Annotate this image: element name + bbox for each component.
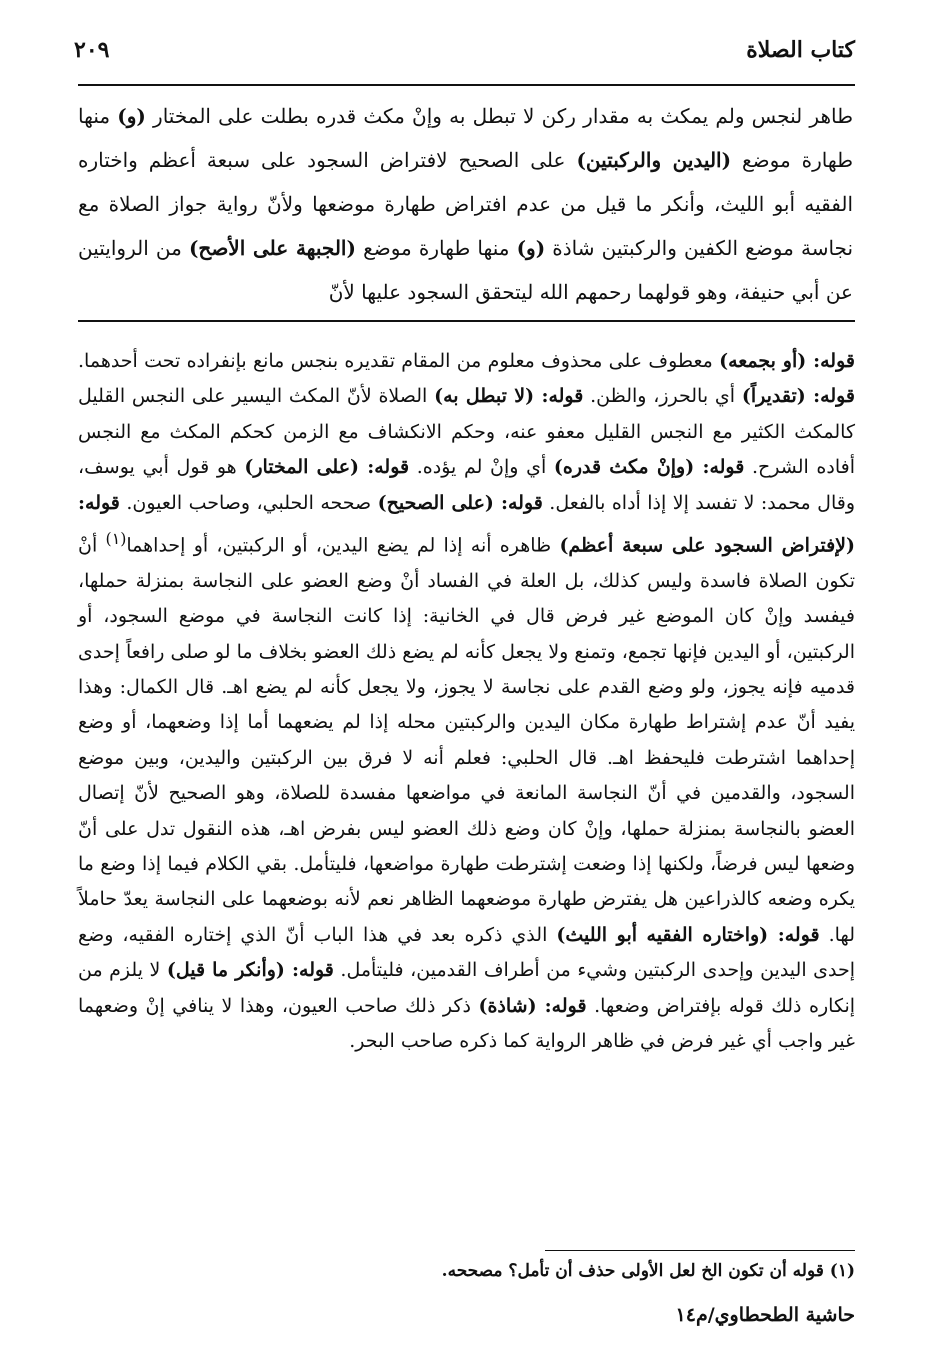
commentary-segment: قوله: (لا تبطل به) <box>434 385 584 408</box>
header-divider <box>78 84 855 86</box>
footnote-reference: (١) <box>105 529 127 549</box>
main-text-divider <box>78 320 855 322</box>
commentary-segment: أي بالحرز، والظن. <box>583 385 742 408</box>
commentary-segment: معطوف على محذوف معلوم من المقام تقديره بنجس مانع بإنفراده تحت أحدهما. <box>78 350 720 372</box>
main-text-segment: (و) <box>516 236 546 260</box>
commentary-segment: قوله: <box>806 350 855 372</box>
main-text <box>78 94 853 314</box>
commentary-segment: قوله: (لإفتراض السجود على سبعة أعظم) <box>78 491 856 557</box>
commentary-segment: (أو بجمعه) <box>719 350 807 372</box>
commentary-paragraph <box>78 344 855 1059</box>
main-text-segment: من الروايتين عن أبي حنيفة، وهو قولهما رحمهم الله ليتحقق السجود عليها لأنّ <box>78 236 853 304</box>
commentary-segment: أنْ تكون الصلاة فاسدة وليس كذلك، بل العلة في الفساد أنْ وضع العضو على النجاسة بمنزلة حملها، فيفسد وإنْ كان الموضع غير فرض قال في الخانية: إذا كانت النجاسة في موضع السجود، أو الركبتين، أو اليدين فإنها تجمع، وتمنع ولا يجعل كأنه لم يضع ذلك العضو بخلاف ما لو صلى رافعاً إحدى قدميه فإنه يجوز، ولو وضع القدم على نجاسة لا يجوز، ولا يجعل كأنه لم يضع اهـ. قال الكمال: وهذا يفيد أنّ عدم إشتراط طهارة مكان اليدين والركبتين محله إذا لم يضعهما أما إذا وضعهما، أو وضع إحداهما اشترطت فليحفظ اهـ. قال الحلبي: فعلم أنه لا فرق بين الركبتين واليدين، وبين موضع السجود، والقدمين في أنّ النجاسة المانعة في مواضعها مفسدة للصلاة، وهو الصحيح لأنّ إتصال العضو بالنجاسة بمنزلة حملها، وإنْ كان وضع ذلك العضو ليس بفرض اهـ، هذه النقول تدل على أنّ وضعها ليس فرضاً، ولكنها إذا وضعت إشترطت طهارة مواضعها، فليتأمل. بقي الكلام فيما إذا وضع ما يكره وضعه كالذراعين هل يفترض طهارة موضعهما الظاهر نعم لأنه بوضعهما على النجاسة يعدّ حاملاً لها. <box>78 534 855 946</box>
footnote: (١) قوله أن تكون الخ لعل الأولى حذف أن تأمل؟ مصححه. <box>441 1261 855 1281</box>
commentary-segment: قوله: (على الصحيح) <box>377 491 543 514</box>
commentary-segment: قوله: (وأنكر ما قيل) <box>166 959 334 982</box>
commentary-segment: لا يلزم من إنكاره ذلك قوله بإفتراض وضعها. <box>78 959 856 1017</box>
footnote-divider <box>545 1250 855 1251</box>
chapter-title: كتاب الصلاة <box>746 37 855 63</box>
main-text-segment: على الصحيح لافتراض السجود على سبعة أعظم واختاره الفقيه أبو الليث، وأنكر ما قيل من عدم افتراض طهارة موضعها ولأنّ رواية جواز الصلاة مع نجاسة موضع الكفين والركبتين شاذة <box>78 148 854 260</box>
page-header <box>74 30 855 70</box>
commentary-segment: الذي ذكره بعد في هذا الباب أنّ الذي إختاره الفقيه، وضع إحدى اليدين وإحدى الركبتين وشيء من أطراف القدمين، فليتأمل. <box>78 923 855 982</box>
main-text-segment: (الجبهة على الأصح) <box>188 236 356 260</box>
main-text-segment: منها طهارة موضع <box>78 104 853 172</box>
commentary-segment: قوله: (واختاره الفقيه أبو الليث) <box>556 923 820 946</box>
commentary-segment: صححه الحلبي، وصاحب العيون. <box>119 491 378 514</box>
commentary-segment: قوله: (وإنْ مكث قدره) <box>553 456 745 479</box>
commentary-segment: الصلاة لأنّ المكث اليسير على النجس القليل كالمكث الكثير مع النجس القليل معفو عنه، وحكم الانكشاف مع الزمن كحكم المكث مع النجس أفاده الشرح. <box>78 385 855 479</box>
commentary <box>78 344 855 1059</box>
main-text-segment: (و) <box>117 104 146 128</box>
commentary-segment: ظاهره أنه إذا لم يضع اليدين، أو الركبتين، أو إحداهما <box>126 534 560 557</box>
commentary-segment: هو قول أبي يوسف، وقال محمد: لا تفسد إلا إذا أداه بالفعل. <box>78 456 855 514</box>
commentary-segment: قوله: (على المختار) <box>244 456 410 479</box>
page-number: ٢٠٩ <box>74 37 110 63</box>
commentary-segment: ذكر ذلك صاحب العيون، وهذا لا ينافي إنْ وضعهما غير واجب أي غير فرض في ظاهر الرواية كما ذكره صاحب البحر. <box>78 994 855 1053</box>
signature-mark: حاشية الطحطاوي/م١٤ <box>675 1304 855 1326</box>
main-text-segment: (اليدين والركبتين) <box>576 148 732 172</box>
commentary-segment: قوله: (شاذة) <box>478 994 587 1017</box>
commentary-segment: أي وإنْ لم يؤده. <box>409 456 554 479</box>
main-text-segment: منها طهارة موضع <box>355 236 517 260</box>
commentary-segment: قوله: (تقديراً) <box>741 385 856 408</box>
main-text-segment: طاهر لنجس ولم يمكث به مقدار ركن لا تبطل به وإنْ مكث قدره بطلت على المختار <box>145 104 854 128</box>
